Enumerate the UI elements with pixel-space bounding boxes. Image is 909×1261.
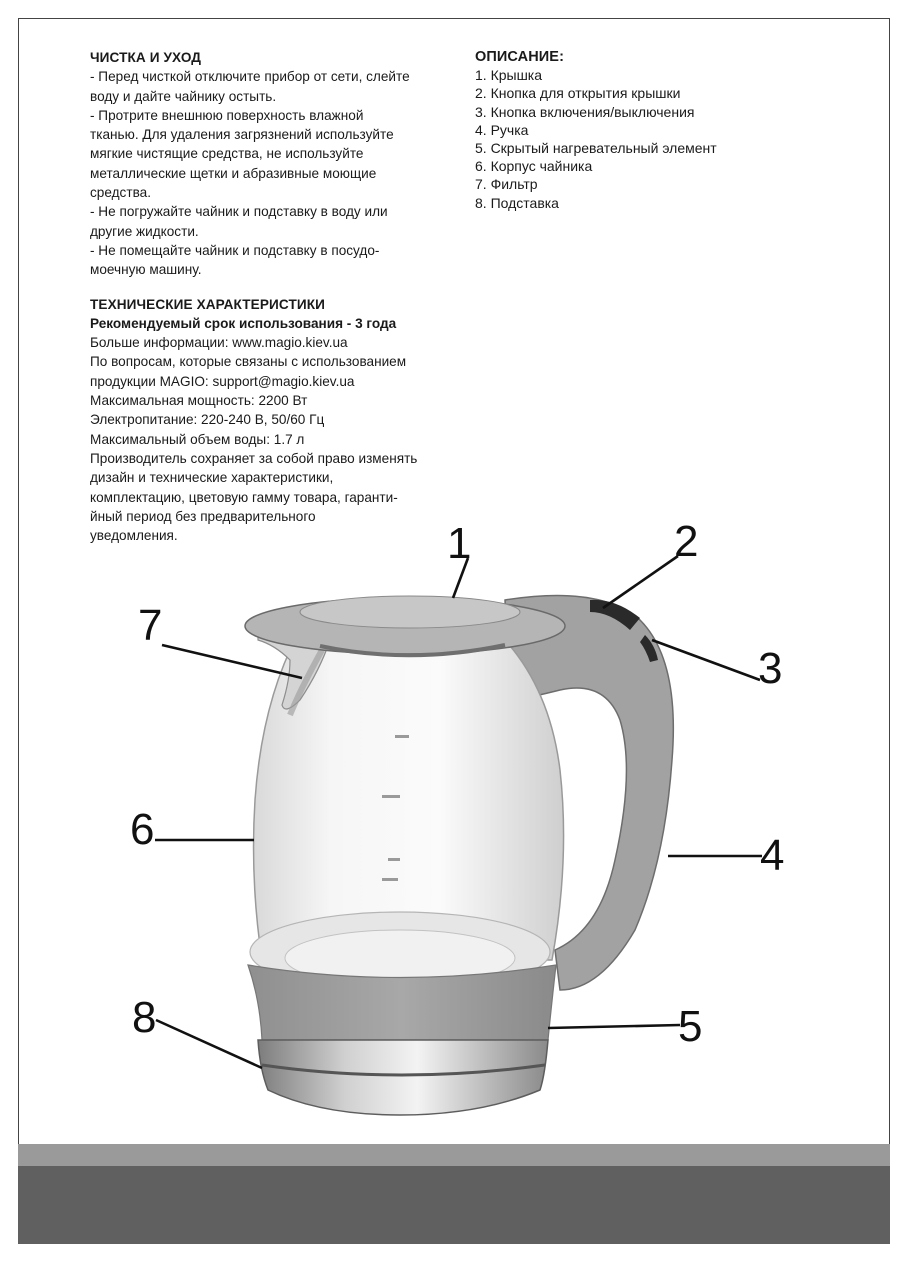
callout-3: 3	[758, 644, 783, 693]
callout-2: 2	[674, 517, 699, 566]
description-title: ОПИСАНИЕ:	[475, 49, 564, 65]
service-life: Рекомендуемый срок использования - 3 года	[90, 315, 397, 331]
list-item: 5. Скрытый нагревательный элемент	[475, 140, 717, 157]
cleaning-line: металлические щетки и абразивные моющие	[90, 165, 377, 181]
footer-band-dark	[18, 1166, 890, 1244]
specs-line: уведомления.	[90, 528, 178, 544]
list-item: 4. Ручка	[475, 121, 529, 138]
specs-line: комплектацию, цветовую гамму товара, гаранти-	[90, 489, 398, 505]
cleaning-line: - Перед чисткой отключите прибор от сети, слейте	[90, 69, 410, 85]
list-item: 7. Фильтр	[475, 176, 538, 193]
specs-line: Максимальный объем воды: 1.7 л	[90, 431, 305, 447]
callout-line-8	[156, 1020, 262, 1068]
cleaning-line: моечную машину.	[90, 262, 202, 278]
specs-line: продукции MAGIO: support@magio.kiev.ua	[90, 373, 355, 389]
cleaning-line: тканью. Для удаления загрязнений используйте	[90, 127, 394, 143]
list-item: 8. Подставка	[475, 194, 559, 211]
cleaning-line: - Не помещайте чайник и подставку в посудо-	[90, 242, 380, 258]
cleaning-line: воду и дайте чайнику остыть.	[90, 88, 277, 104]
callout-4: 4	[760, 831, 785, 880]
callout-1: 1	[447, 519, 472, 568]
cleaning-line: мягкие чистящие средства, не используйте	[90, 146, 364, 162]
specs-line: Больше информации: www.magio.kiev.ua	[90, 335, 348, 351]
callout-line-5	[548, 1025, 680, 1028]
kettle-base	[258, 1040, 548, 1115]
list-item: 1. Крышка	[475, 67, 543, 84]
footer-band-light	[18, 1144, 890, 1166]
specs-line: Производитель сохраняет за собой право изменять	[90, 450, 418, 466]
specs-line: Максимальная мощность: 2200 Вт	[90, 393, 308, 409]
specs-line: дизайн и технические характеристики,	[90, 470, 334, 486]
callout-5: 5	[678, 1002, 703, 1051]
specs-line: Электропитание: 220-240 В, 50/60 Гц	[90, 412, 325, 428]
callout-8: 8	[132, 993, 157, 1042]
list-item: 2. Кнопка для открытия крышки	[475, 85, 681, 102]
list-item: 6. Корпус чайника	[475, 158, 593, 175]
specs-line: йный период без предварительного	[90, 508, 316, 524]
specs-title: ТЕХНИЧЕСКИЕ ХАРАКТЕРИСТИКИ	[90, 296, 326, 312]
cleaning-title: ЧИСТКА И УХОД	[90, 50, 202, 65]
cleaning-line: - Протрите внешнюю поверхность влажной	[90, 107, 364, 123]
callout-line-2	[603, 556, 678, 608]
callout-7: 7	[138, 601, 163, 650]
cleaning-line: - Не погружайте чайник и подставку в воду или	[90, 204, 388, 220]
specs-line: По вопросам, которые связаны с использованием	[90, 354, 407, 370]
list-item: 3. Кнопка включения/выключения	[475, 103, 695, 120]
cleaning-line: средства.	[90, 185, 151, 201]
cleaning-line: другие жидкости.	[90, 223, 199, 239]
callout-6: 6	[130, 805, 155, 854]
